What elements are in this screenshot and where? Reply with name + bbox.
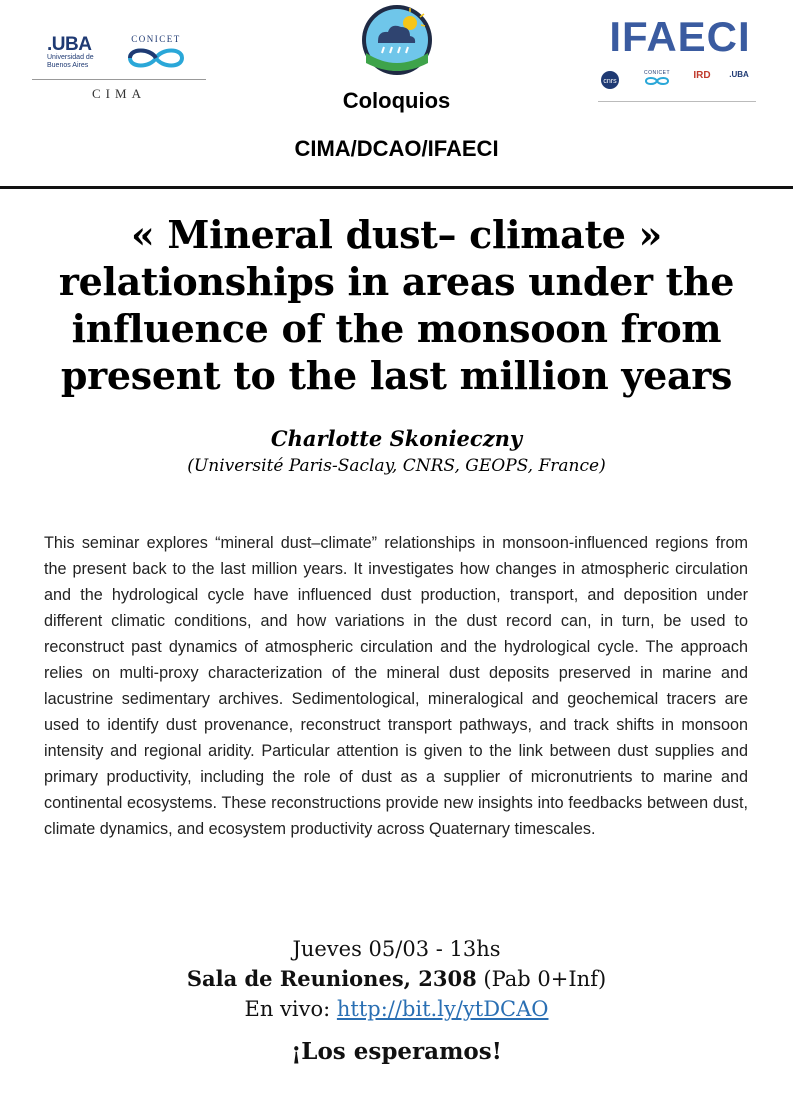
uba-logo-subtitle: Universidad de Buenos Aires	[47, 54, 94, 69]
header-divider	[0, 186, 793, 189]
partner-logos-row	[598, 70, 758, 90]
event-date-time: Jueves 05/03 - 13hs	[292, 937, 501, 961]
colloquium-weather-logo-icon	[360, 3, 434, 77]
talk-abstract: This seminar explores “mineral dust–climate” relationships in monsoon-influenced regions from the present back to the last million years. It investigates how changes in atmospheric circulation and the hydrological cycle have influenced dust production, transport, and deposition under different climatic conditions, and how variations in the dust record can, in turn, be used to reconstruct past dynamics of atmospheric circulation and the hydrological cycle. The approach relies on multi-proxy characterization of the mineral dust deposits preserved in marine and lacustrine sedimentary archives. Sedimentological, mineralogical and geochemical tracers are used to identify dust provenance, reconstruct transport pathways, and track shifts in monsoon intensity and regional aridity. Particular attention is given to the link between dust supplies and primary productivity, including the role of dust as a supplier of micronutrients to marine and continental ecosystems. These reconstructions provide new insights into feedbacks between dust, climate dynamics, and ecosystem productivity across Quaternary timescales.	[44, 534, 748, 838]
speaker-name: Charlotte Skonieczny	[270, 426, 523, 451]
talk-title: « Mineral dust– climate » relationships in areas under the influence of the monsoon from present to the last million years	[58, 212, 735, 398]
cima-label: CIMA	[92, 86, 146, 101]
closing-message: ¡Los esperamos!	[291, 1038, 502, 1065]
event-location	[0, 965, 793, 993]
event-building: (Pab 0+Inf)	[476, 967, 607, 991]
svg-text:cnrs: cnrs	[603, 78, 617, 85]
left-logo-divider	[32, 79, 206, 80]
speaker-affiliation: (Université Paris-Saclay, CNRS, GEOPS, France)	[187, 456, 606, 476]
right-logo-divider	[598, 101, 756, 102]
live-stream-prefix: En vivo:	[244, 997, 337, 1021]
series-title: Coloquios	[342, 88, 451, 113]
conicet-logo-text: CONICET	[131, 34, 181, 44]
ifaeci-logo: IFAECI	[609, 13, 751, 60]
uba-logo-text: .UBA	[47, 34, 92, 55]
ird-logo: IRD	[693, 70, 711, 81]
organizers-line: CIMA/DCAO/IFAECI	[294, 136, 499, 161]
live-stream-line	[0, 995, 793, 1023]
conicet-infinity-icon	[122, 44, 190, 72]
conicet-small-logo: CONICET	[638, 70, 676, 88]
event-room: Sala de Reuniones, 2308	[186, 966, 477, 991]
cnrs-logo-icon	[600, 70, 620, 90]
live-stream-link[interactable]: http://bit.ly/ytDCAO	[336, 997, 549, 1021]
conicet-small-infinity-icon	[642, 76, 672, 86]
uba-logo	[47, 36, 107, 70]
conicet-logo	[122, 34, 190, 77]
uba-small-logo: .UBA	[729, 70, 749, 79]
